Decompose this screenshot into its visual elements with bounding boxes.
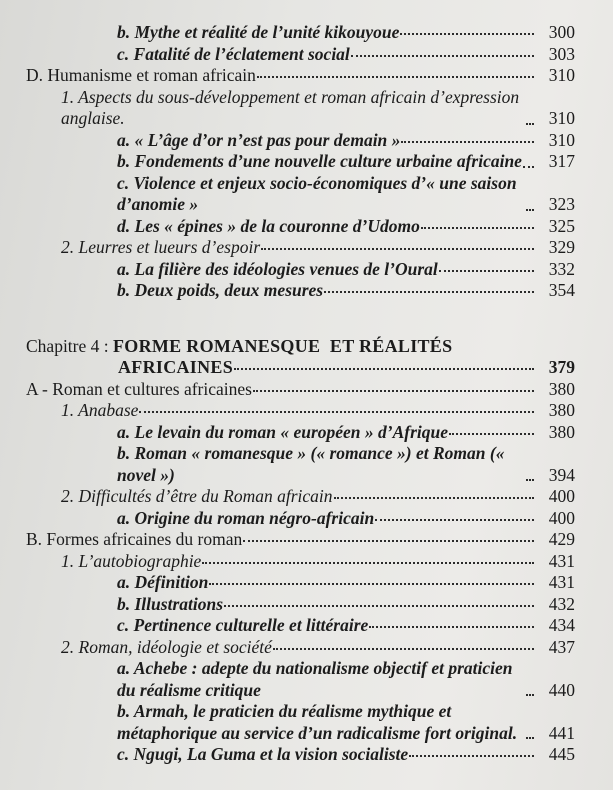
toc-entry-title: 1. L’autobiographie <box>61 550 202 571</box>
dot-leader <box>257 76 534 78</box>
toc-entry <box>0 151 613 173</box>
toc-entry-title: a. « L’âge d’or n’est pas pour demain » <box>117 129 401 150</box>
dot-leader <box>523 166 534 168</box>
dot-leader <box>261 248 534 250</box>
dot-leader <box>526 694 534 696</box>
toc-entry-page-number: 380 <box>548 378 575 399</box>
toc-entry-page-number: 325 <box>548 215 575 236</box>
toc-entry-page-number: 432 <box>548 593 575 614</box>
toc-entry-page-number: 300 <box>548 22 575 42</box>
dot-leader <box>449 433 534 435</box>
chapter-heading <box>0 336 613 379</box>
dot-leader <box>375 519 534 521</box>
toc-entry <box>0 65 613 87</box>
toc-entry <box>0 87 613 130</box>
toc-entry <box>0 529 613 551</box>
toc-entry-title: 2. Difficultés d’être du Roman africain <box>61 486 333 506</box>
toc-entry-title: 2. Leurres et lueurs d’espoir <box>61 237 261 257</box>
dot-leader <box>351 55 534 57</box>
dot-leader <box>324 291 534 293</box>
toc-entry <box>0 508 613 530</box>
toc-entry-page-number: 400 <box>548 507 575 528</box>
toc-entry <box>0 701 613 744</box>
toc-entry <box>0 173 613 216</box>
dot-leader <box>139 411 534 413</box>
toc-entry-page-number: 303 <box>548 43 575 64</box>
chapter-heading-line2 <box>26 357 613 379</box>
dot-leader <box>202 562 534 564</box>
toc-entry-page-number: 354 <box>548 280 575 300</box>
toc-entry-title: b. Fondements d’une nouvelle culture urbaine africaine <box>117 151 522 171</box>
toc-entry-title: a. La filière des idéologies venues de l’Oural <box>117 258 438 279</box>
toc-entry-page-number: 437 <box>548 636 575 657</box>
toc-entry-page-number: 310 <box>548 108 575 128</box>
toc-entry-title: B. Formes africaines du roman <box>26 529 243 549</box>
toc-entry-page-number: 441 <box>548 722 575 743</box>
toc-entry-page-number: 310 <box>548 129 575 150</box>
toc-entry <box>0 400 613 422</box>
toc-entry-title: c. Violence et enjeux socio-économiques d’« une saison d’anomie » <box>117 172 517 214</box>
toc-entry-page-number: 310 <box>548 65 575 85</box>
toc-entry-title: a. Définition <box>117 572 209 592</box>
toc-entry-title: c. Pertinence culturelle et littéraire <box>117 615 369 635</box>
toc-entry-page-number: 329 <box>548 237 575 257</box>
dot-leader <box>409 755 534 757</box>
toc-entry-title: a. Achebe : adepte du nationalisme objectif et praticien du réalisme critique <box>117 658 513 700</box>
dot-leader <box>209 583 534 585</box>
dot-leader <box>526 123 534 125</box>
section-gap <box>0 302 613 336</box>
toc-entry-page-number: 323 <box>548 194 575 214</box>
dot-leader <box>421 227 534 229</box>
toc-entry-page-number: 317 <box>548 151 575 171</box>
toc-entry <box>0 658 613 701</box>
chapter-title-line1: FORME ROMANESQUE ET RÉALITÉS <box>113 335 453 356</box>
toc-entry <box>0 744 613 766</box>
toc-entry-title: D. Humanisme et roman africain <box>26 65 256 85</box>
toc-entry <box>0 216 613 238</box>
toc-entry-page-number: 380 <box>548 400 575 420</box>
toc-entry <box>0 551 613 573</box>
toc-entry <box>0 422 613 444</box>
chapter-page-number: 379 <box>548 357 575 377</box>
toc-entry-title: 2. Roman, idéologie et société <box>61 636 272 657</box>
chapter-prefix: Chapitre 4 : <box>26 335 113 356</box>
dot-leader <box>243 540 534 542</box>
chapter-title-line2: AFRICAINES <box>118 357 234 377</box>
toc-entry <box>0 379 613 401</box>
dot-leader <box>400 33 534 35</box>
toc-entry-title: d. Les « épines » de la couronne d’Udomo <box>117 215 420 236</box>
dot-leader <box>401 141 534 143</box>
toc-entry-title: A - Roman et cultures africaines <box>26 378 252 399</box>
toc-entry-page-number: 431 <box>548 550 575 571</box>
toc-entry <box>0 22 613 44</box>
toc-entry-title: 1. Anabase <box>61 400 139 420</box>
toc-entry <box>0 594 613 616</box>
toc-entry-page-number: 400 <box>548 486 575 506</box>
toc-entry-title: b. Armah, le praticien du réalisme mythique et métaphorique au service d’un radicalisme fort original. <box>117 701 518 743</box>
toc-entry-title: a. Le levain du roman « européen » d’Afrique <box>117 421 449 442</box>
dot-leader <box>224 605 534 607</box>
toc-entry-page-number: 332 <box>548 258 575 279</box>
dot-leader <box>273 648 534 650</box>
toc-entry-title: c. Ngugi, La Guma et la vision socialiste <box>117 744 409 764</box>
toc-entry-page-number: 380 <box>548 421 575 442</box>
toc-entry-title: c. Fatalité de l’éclatement social <box>117 43 350 64</box>
toc-section-bottom <box>0 379 613 766</box>
toc-entry-title: a. Origine du roman négro-africain <box>117 507 375 528</box>
table-of-contents <box>0 22 613 766</box>
dot-leader <box>526 737 534 739</box>
toc-entry-page-number: 429 <box>548 529 575 549</box>
toc-entry <box>0 637 613 659</box>
chapter-heading-line1 <box>26 336 613 358</box>
dot-leader <box>334 497 534 499</box>
dot-leader <box>234 368 534 370</box>
dot-leader <box>526 479 534 481</box>
toc-entry <box>0 130 613 152</box>
toc-entry <box>0 280 613 302</box>
toc-entry <box>0 259 613 281</box>
toc-entry-page-number: 445 <box>548 744 575 764</box>
dot-leader <box>253 390 534 392</box>
toc-entry-page-number: 434 <box>548 615 575 635</box>
toc-entry <box>0 44 613 66</box>
toc-entry-title: b. Roman « romanesque » (« romance ») et Roman (« novel ») <box>117 443 505 485</box>
dot-leader <box>526 209 534 211</box>
toc-entry <box>0 572 613 594</box>
toc-entry <box>0 615 613 637</box>
toc-entry-title: 1. Aspects du sous-développement et roman africain d’expression anglaise. <box>61 86 520 128</box>
dot-leader <box>369 626 534 628</box>
toc-entry-title: b. Deux poids, deux mesures <box>117 280 324 300</box>
toc-entry <box>0 237 613 259</box>
toc-entry-title: b. Illustrations <box>117 593 224 614</box>
toc-entry-page-number: 440 <box>548 679 575 700</box>
toc-entry <box>0 486 613 508</box>
toc-entry-title: b. Mythe et réalité de l’unité kikouyoue <box>117 22 400 42</box>
toc-entry <box>0 443 613 486</box>
toc-entry-page-number: 394 <box>548 464 575 485</box>
toc-entry-page-number: 431 <box>548 572 575 592</box>
toc-section-top <box>0 22 613 302</box>
dot-leader <box>439 270 534 272</box>
